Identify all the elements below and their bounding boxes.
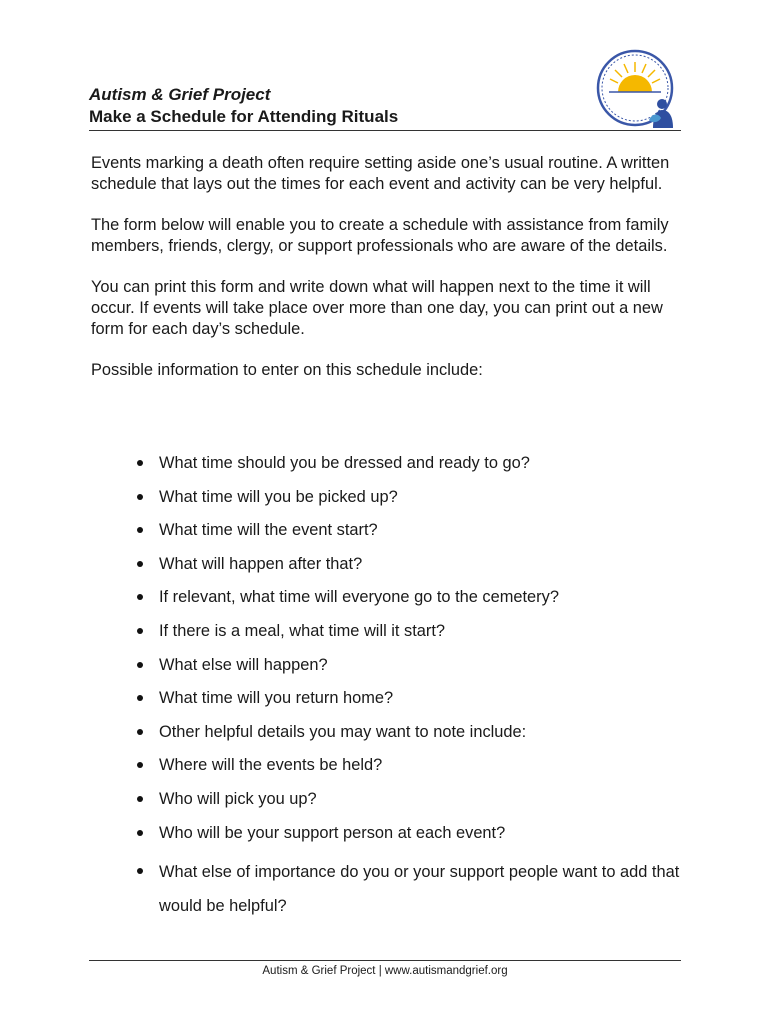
bullet-icon <box>137 662 143 668</box>
schedule-question-list <box>137 452 697 923</box>
bullet-icon <box>137 868 143 874</box>
paragraph-list-intro: Possible information to enter on this schedule include: <box>91 361 483 379</box>
page-header <box>89 84 681 131</box>
list-item: What else of importance do you or your support people want to add that would be helpful? <box>137 855 697 923</box>
list-item: Who will pick you up? <box>137 788 697 822</box>
list-item: What time will the event start? <box>137 519 697 553</box>
list-item: If relevant, what time will everyone go to the cemetery? <box>137 586 697 620</box>
bullet-icon <box>137 460 143 466</box>
list-item: What will happen after that? <box>137 553 697 587</box>
bullet-icon <box>137 527 143 533</box>
list-item: What else will happen? <box>137 654 697 688</box>
list-item: If there is a meal, what time will it start? <box>137 620 697 654</box>
list-item: Who will be your support person at each event? <box>137 822 697 856</box>
page-footer: Autism & Grief Project | www.autismandgrief.org <box>89 960 681 977</box>
paragraph-intro: Events marking a death often require setting aside one’s usual routine. A written schedule that lays out the times for each event and activity can be very helpful. <box>91 154 670 193</box>
list-item: Other helpful details you may want to note include: <box>137 721 697 755</box>
page-title: Make a Schedule for Attending Rituals <box>89 107 399 126</box>
paragraph-form-description: The form below will enable you to create a schedule with assistance from family members, friends, clergy, or support professionals who are aware of the details. <box>91 216 669 255</box>
paragraph-print-instructions: You can print this form and write down what will happen next to the time it will occur. If events will take place over more than one day, you can print out a new form for each day’s schedule. <box>91 278 663 338</box>
bullet-icon <box>137 830 143 836</box>
bullet-icon <box>137 494 143 500</box>
list-item: What time will you return home? <box>137 687 697 721</box>
body-text <box>91 153 691 381</box>
bullet-icon <box>137 561 143 567</box>
list-item: What time should you be dressed and ready to go? <box>137 452 697 486</box>
list-item: Where will the events be held? <box>137 754 697 788</box>
bullet-icon <box>137 762 143 768</box>
bullet-icon <box>137 695 143 701</box>
bullet-icon <box>137 729 143 735</box>
bullet-icon <box>137 628 143 634</box>
list-item: What time will you be picked up? <box>137 486 697 520</box>
bullet-icon <box>137 594 143 600</box>
bullet-icon <box>137 796 143 802</box>
org-name: Autism & Grief Project <box>89 85 271 104</box>
sunrise-embrace-logo-icon <box>595 48 681 132</box>
